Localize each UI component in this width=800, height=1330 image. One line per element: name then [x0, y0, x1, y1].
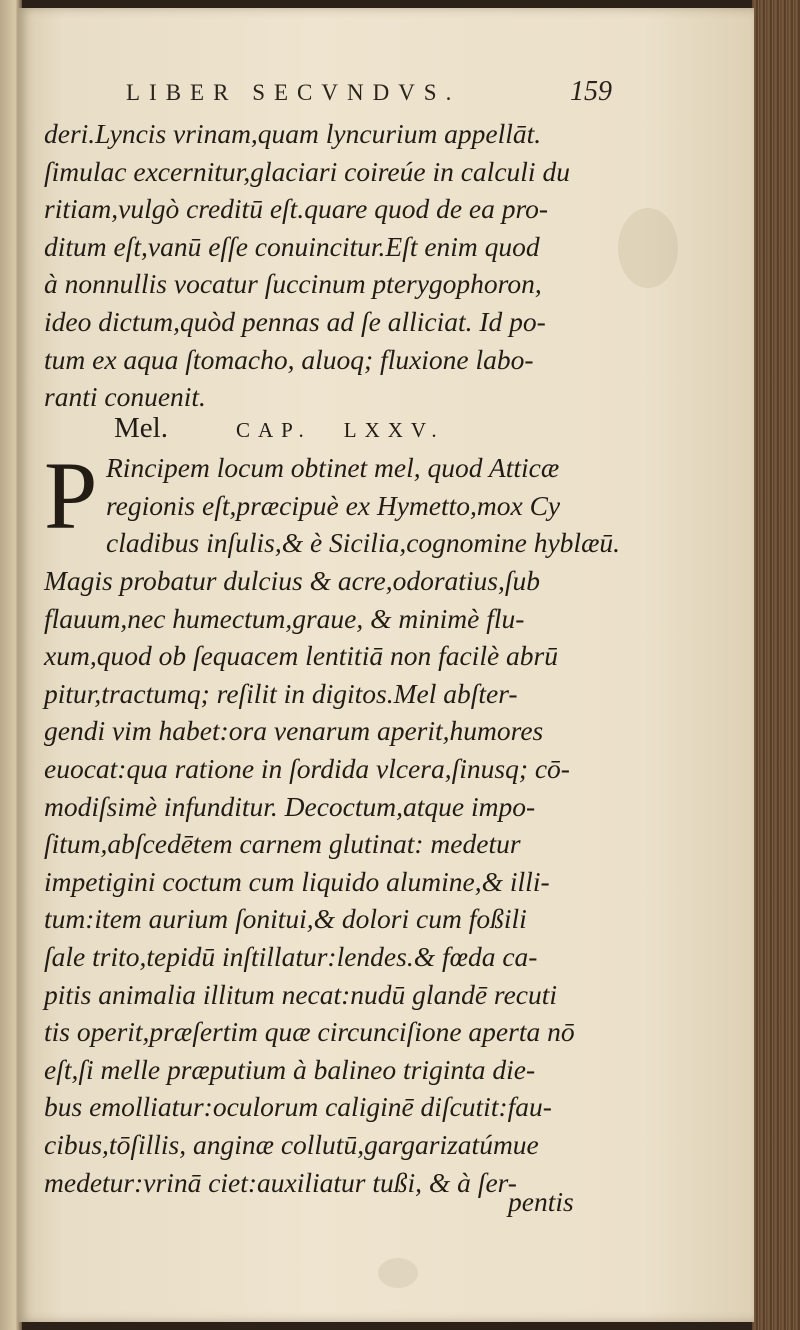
- catchword: pentis: [508, 1186, 574, 1217]
- text-line: bus emolliatur:oculorum caliginē diſcutit:fau-: [44, 1091, 552, 1123]
- text-line: Magis probatur dulcius & acre,odoratius,ſub: [44, 565, 541, 596]
- page-number: 159: [570, 76, 612, 107]
- text-line: tum:item aurium ſonitui,& dolori cum foßili: [44, 903, 527, 935]
- text-line: ſimulac excernitur,glaciari coireúe in calculi du: [44, 155, 570, 187]
- text-line: tis operit,præſertim quæ circunciſione aperta nō: [44, 1016, 575, 1048]
- text-line: flauum,nec humectum,graue, & minimè flu-: [44, 602, 525, 634]
- text-line: cladibus inſulis,& è Sicilia,cognomine hyblæū.: [106, 527, 621, 559]
- text-line: pitur,tractumq; reſilit in digitos.Mel abſter-: [44, 677, 518, 709]
- text-line: cibus,tōſillis, anginæ collutū,gargarizatúmue: [44, 1129, 539, 1160]
- text-line: à nonnullis vocatur ſuccinum pterygophoron,: [44, 268, 542, 300]
- book-page: [18, 8, 754, 1322]
- text-line: deri.Lyncis vrinam,quam lyncurium appellāt.: [44, 118, 542, 149]
- text-line: ſale trito,tepidū inſtillatur:lendes.& fœda ca-: [44, 941, 538, 972]
- text-line: Rincipem locum obtinet mel, quod Atticæ: [106, 452, 560, 483]
- text-line: regionis eſt,præcipuè ex Hymetto,mox Cy: [106, 489, 561, 521]
- chapter-number: LXXV.: [343, 418, 445, 442]
- drop-capital: P: [44, 442, 98, 549]
- chapter-heading: [114, 412, 445, 445]
- text-line: xum,quod ob ſequacem lentitiā non facilè abrū: [44, 640, 559, 672]
- text-line: ranti conuenit.: [44, 381, 206, 413]
- text-line: modiſsimè infunditur. Decoctum,atque impo-: [44, 790, 536, 822]
- text-line: tum ex aqua ſtomacho, aluoq; fluxione labo-: [44, 343, 534, 375]
- text-line: ſitum,abſcedētem carnem glutinat: medetur: [44, 828, 521, 860]
- text-line: gendi vim habet:ora venarum aperit,humores: [44, 715, 544, 747]
- text-line: ideo dictum,quòd pennas ad ſe alliciat. Id po-: [44, 306, 546, 337]
- text-line: medetur:vrinā ciet:auxiliatur tußi, & à ſer-: [44, 1166, 517, 1198]
- text-line: impetigini coctum cum liquido alumine,& illi-: [44, 865, 550, 897]
- chapter-title: Mel.: [114, 412, 168, 444]
- text-line: ritiam,vulgò creditū eſt.quare quod de ea pro-: [44, 193, 549, 225]
- text-line: ditum eſt,vanū eſſe conuincitur.Eſt enim quod: [44, 230, 540, 262]
- running-head-title: LIBER SECVNDVS.: [126, 80, 461, 105]
- text-line: euocat:qua ratione in ſordida vlcera,ſinusq; cō-: [44, 753, 570, 784]
- paper-stain: [378, 1258, 418, 1288]
- paper-stain: [618, 208, 678, 288]
- book-page-edges: [752, 0, 800, 1330]
- text-line: pitis animalia illitum necat:nudū glandē recuti: [44, 978, 558, 1010]
- chapter-label: CAP.: [235, 418, 312, 442]
- running-head: [18, 76, 754, 112]
- text-line: eſt,ſi melle præputium à balineo triginta die-: [44, 1053, 536, 1085]
